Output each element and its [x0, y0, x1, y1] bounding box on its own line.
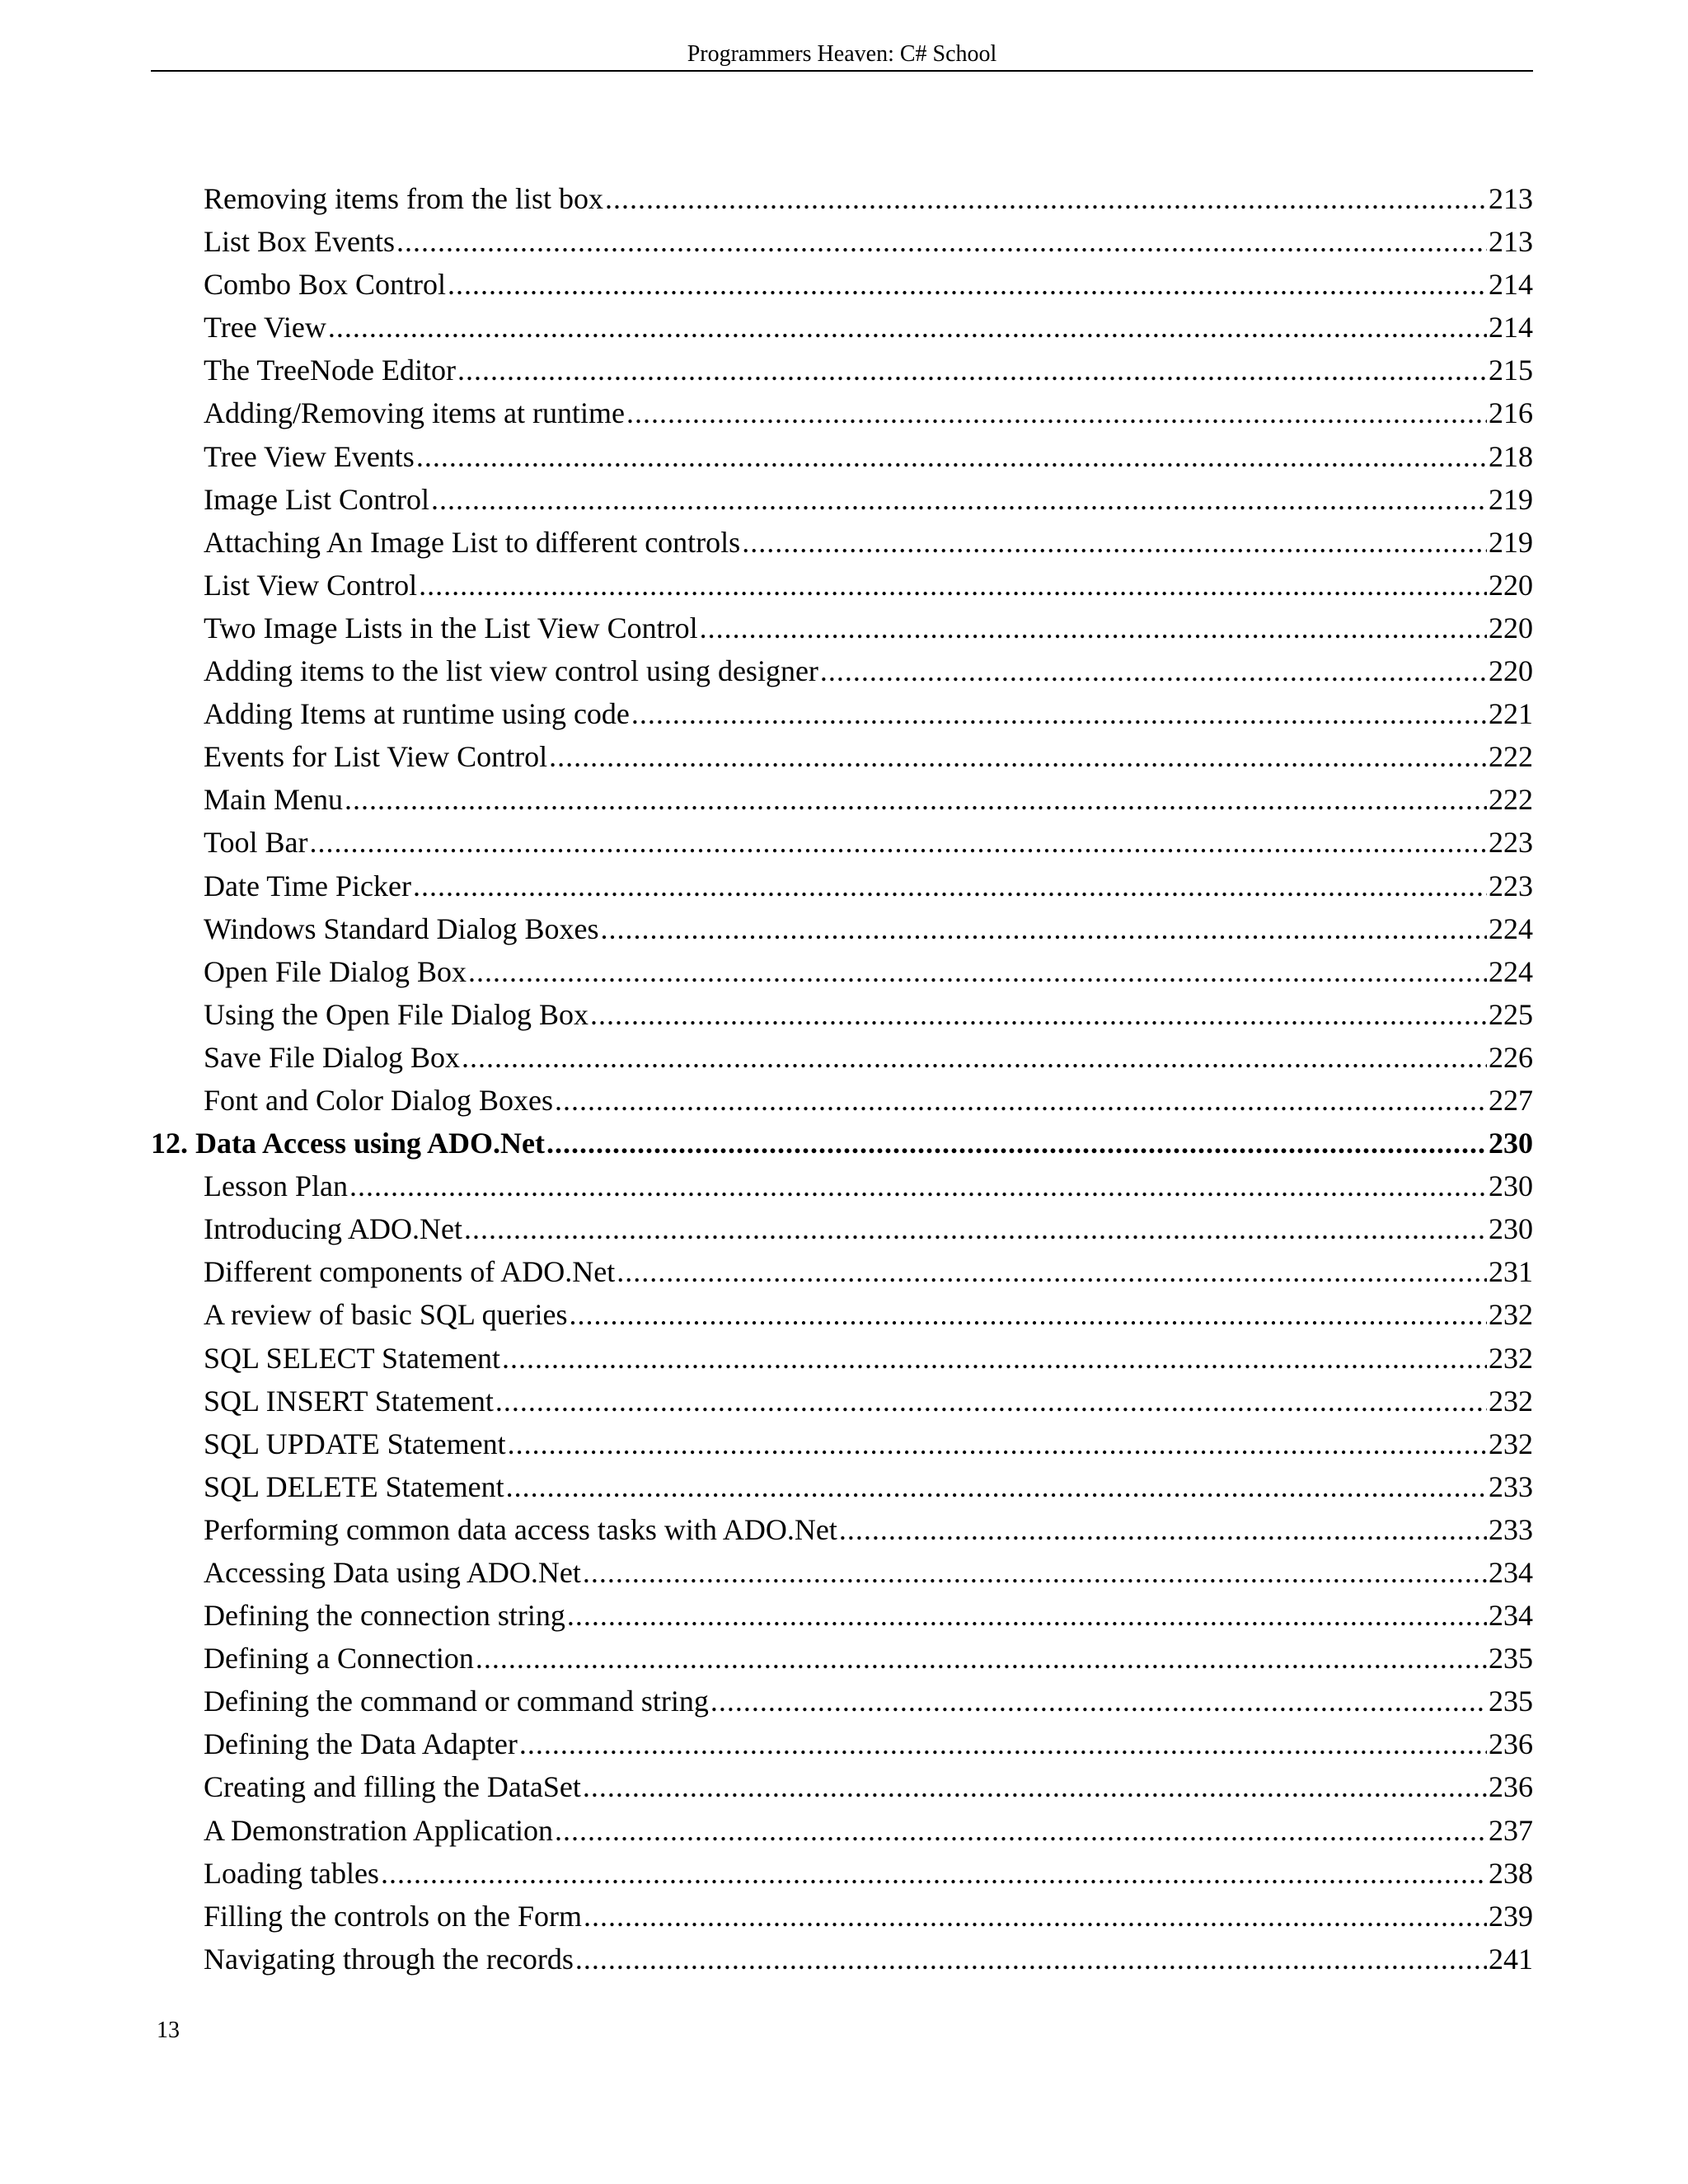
toc-dot-leader: [468, 950, 1487, 993]
toc-entry[interactable]: [151, 1852, 1533, 1895]
toc-entry-page: 221: [1489, 697, 1533, 731]
toc-dot-leader: [555, 1079, 1487, 1122]
toc-dot-leader: [396, 220, 1487, 263]
toc-entry-title: Events for List View Control: [204, 740, 548, 774]
toc-entry-page: 234: [1489, 1599, 1533, 1633]
toc-dot-leader: [605, 177, 1487, 220]
toc-entry-title: SQL DELETE Statement: [204, 1469, 504, 1503]
toc-entry-title: Defining a Connection: [204, 1642, 474, 1675]
toc-dot-leader: [345, 778, 1487, 821]
toc-dot-leader: [419, 564, 1487, 607]
toc-entry[interactable]: [151, 1722, 1533, 1765]
toc-entry-title: Filling the controls on the Form: [204, 1899, 582, 1933]
toc-entry-title: Adding Items at runtime using code: [204, 697, 630, 731]
toc-entry[interactable]: [151, 220, 1533, 263]
toc-entry-page: 223: [1489, 869, 1533, 902]
toc-entry-page: 236: [1489, 1727, 1533, 1761]
toc-entry-title: Defining the connection string: [204, 1599, 565, 1633]
toc-entry[interactable]: [151, 564, 1533, 607]
toc-entry-title: Adding items to the list view control using designer: [204, 654, 818, 688]
toc-dot-leader: [710, 1680, 1487, 1722]
toc-entry[interactable]: [151, 1938, 1533, 1980]
toc-entry[interactable]: [151, 1207, 1533, 1250]
toc-dot-leader: [601, 907, 1488, 950]
toc-dot-leader: [381, 1852, 1487, 1895]
toc-dot-leader: [549, 735, 1487, 778]
toc-entry[interactable]: [151, 1809, 1533, 1852]
toc-entry[interactable]: [151, 950, 1533, 993]
toc-entry-page: 233: [1489, 1469, 1533, 1503]
toc-entry-page: 235: [1489, 1685, 1533, 1718]
toc-dot-leader: [476, 1637, 1487, 1680]
toc-entry-title: A Demonstration Application: [204, 1813, 553, 1847]
toc-dot-leader: [617, 1250, 1487, 1293]
header-rule: [151, 70, 1533, 72]
toc-entry-title: Image List Control: [204, 482, 429, 516]
toc-entry-title: Tree View: [204, 311, 326, 344]
toc-dot-leader: [462, 1036, 1487, 1079]
running-header: Programmers Heaven: C# School: [687, 41, 997, 67]
toc-entry-title: Accessing Data using ADO.Net: [204, 1556, 581, 1589]
toc-entry-title: Tree View Events: [204, 439, 415, 473]
toc-dot-leader: [495, 1380, 1487, 1422]
table-of-contents: [151, 177, 1533, 1980]
toc-entry-page: 223: [1489, 826, 1533, 860]
toc-entry-title: List Box Events: [204, 225, 395, 259]
toc-entry-page: 218: [1489, 439, 1533, 473]
toc-entry-title: Windows Standard Dialog Boxes: [204, 912, 599, 945]
toc-entry-page: 235: [1489, 1642, 1533, 1675]
toc-entry-title: SQL SELECT Statement: [204, 1341, 500, 1375]
toc-entry-title: Removing items from the list box: [204, 182, 603, 215]
toc-entry[interactable]: [151, 1465, 1533, 1508]
toc-dot-leader: [839, 1508, 1487, 1551]
toc-entry-title: Performing common data access tasks with ADO.Net: [204, 1512, 837, 1546]
toc-dot-leader: [742, 521, 1487, 564]
toc-entry[interactable]: [151, 649, 1533, 692]
toc-entry-title: Using the Open File Dialog Box: [204, 997, 588, 1031]
toc-entry[interactable]: [151, 349, 1533, 391]
toc-entry[interactable]: [151, 1337, 1533, 1380]
toc-entry[interactable]: [151, 1637, 1533, 1680]
toc-dot-leader: [584, 1895, 1487, 1938]
toc-entry-title: Different components of ADO.Net: [204, 1255, 616, 1289]
toc-entry[interactable]: [151, 1079, 1533, 1122]
toc-entry-page: 238: [1489, 1856, 1533, 1890]
toc-entry[interactable]: [151, 692, 1533, 735]
toc-entry[interactable]: [151, 1293, 1533, 1336]
toc-entry-page: 214: [1489, 268, 1533, 302]
toc-dot-leader: [502, 1337, 1487, 1380]
page-number: 13: [157, 2018, 180, 2043]
toc-entry[interactable]: [151, 1765, 1533, 1808]
toc-entry-page: 230: [1489, 1212, 1533, 1246]
toc-entry-page: 213: [1489, 225, 1533, 259]
toc-entry[interactable]: [151, 521, 1533, 564]
toc-entry-page: 237: [1489, 1813, 1533, 1847]
toc-entry-title: Navigating through the records: [204, 1942, 574, 1975]
toc-entry-page: 241: [1489, 1942, 1533, 1975]
toc-entry-title: Combo Box Control: [204, 268, 447, 302]
toc-entry-title: Lesson Plan: [204, 1169, 348, 1203]
toc-entry-page: 220: [1489, 568, 1533, 602]
toc-dot-leader: [413, 865, 1487, 907]
toc-entry-page: 232: [1489, 1298, 1533, 1332]
toc-entry-page: 215: [1489, 354, 1533, 387]
toc-dot-leader: [349, 1165, 1487, 1207]
toc-dot-leader: [570, 1293, 1487, 1336]
toc-entry-page: 234: [1489, 1556, 1533, 1589]
toc-entry-page: 239: [1489, 1899, 1533, 1933]
toc-entry[interactable]: [151, 1680, 1533, 1722]
toc-entry-page: 224: [1489, 954, 1533, 988]
toc-dot-leader: [448, 263, 1487, 306]
toc-entry[interactable]: [151, 177, 1533, 220]
toc-entry-page: 232: [1489, 1341, 1533, 1375]
toc-entry-title: Open File Dialog Box: [204, 954, 467, 988]
toc-dot-leader: [590, 993, 1487, 1036]
toc-entry[interactable]: [151, 993, 1533, 1036]
toc-entry-page: 222: [1489, 740, 1533, 774]
toc-dot-leader: [631, 692, 1487, 735]
toc-dot-leader: [700, 607, 1487, 649]
toc-entry-title: Date Time Picker: [204, 869, 411, 902]
toc-entry[interactable]: [151, 735, 1533, 778]
toc-entry-page: 233: [1489, 1512, 1533, 1546]
toc-dot-leader: [575, 1938, 1487, 1980]
toc-entry[interactable]: [151, 907, 1533, 950]
toc-dot-leader: [328, 306, 1487, 349]
toc-entry-page: 230: [1489, 1127, 1533, 1160]
toc-entry-title: Defining the Data Adapter: [204, 1727, 518, 1761]
toc-entry[interactable]: [151, 1036, 1533, 1079]
toc-entry-title: Creating and filling the DataSet: [204, 1770, 581, 1804]
toc-entry-page: 219: [1489, 482, 1533, 516]
toc-entry[interactable]: [151, 1551, 1533, 1594]
toc-entry-page: 216: [1489, 396, 1533, 430]
toc-dot-leader: [583, 1765, 1487, 1808]
toc-dot-leader: [506, 1465, 1487, 1508]
toc-entry-title: SQL INSERT Statement: [204, 1384, 494, 1418]
toc-entry-title: Defining the command or command string: [204, 1685, 709, 1718]
toc-entry[interactable]: [151, 1895, 1533, 1938]
toc-entry[interactable]: [151, 306, 1533, 349]
toc-entry-page: 227: [1489, 1083, 1533, 1117]
toc-entry-title: Introducing ADO.Net: [204, 1212, 462, 1246]
toc-entry-page: 232: [1489, 1427, 1533, 1460]
toc-entry-page: 224: [1489, 912, 1533, 945]
toc-entry-title: Loading tables: [204, 1856, 379, 1890]
toc-entry-page: 220: [1489, 611, 1533, 644]
toc-entry-title: SQL UPDATE Statement: [204, 1427, 506, 1460]
toc-entry-title: Adding/Removing items at runtime: [204, 396, 625, 430]
toc-entry-page: 230: [1489, 1169, 1533, 1203]
toc-entry-title: Tool Bar: [204, 826, 308, 860]
toc-entry[interactable]: [151, 865, 1533, 907]
toc-dot-leader: [519, 1722, 1487, 1765]
toc-entry[interactable]: [151, 607, 1533, 649]
toc-dot-leader: [555, 1809, 1487, 1852]
toc-entry[interactable]: [151, 1594, 1533, 1637]
toc-entry[interactable]: [151, 778, 1533, 821]
toc-dot-leader: [567, 1594, 1487, 1637]
toc-entry[interactable]: [151, 821, 1533, 864]
toc-entry-page: 214: [1489, 311, 1533, 344]
toc-entry[interactable]: [151, 435, 1533, 478]
toc-dot-leader: [464, 1207, 1487, 1250]
toc-dot-leader: [309, 821, 1487, 864]
toc-entry-title: Two Image Lists in the List View Control: [204, 611, 698, 644]
toc-entry-title: Main Menu: [204, 783, 343, 817]
toc-entry-page: 226: [1489, 1040, 1533, 1074]
toc-entry-title: A review of basic SQL queries: [204, 1298, 568, 1332]
toc-dot-leader: [508, 1422, 1487, 1465]
toc-entry-page: 236: [1489, 1770, 1533, 1804]
toc-dot-leader: [416, 435, 1487, 478]
toc-entry-page: 220: [1489, 654, 1533, 688]
toc-entry-page: 213: [1489, 182, 1533, 215]
toc-entry[interactable]: [151, 1508, 1533, 1551]
toc-entry-page: 232: [1489, 1384, 1533, 1418]
toc-entry[interactable]: [151, 1380, 1533, 1422]
toc-dot-leader: [457, 349, 1487, 391]
toc-entry[interactable]: [151, 1165, 1533, 1207]
toc-entry-page: 231: [1489, 1255, 1533, 1289]
toc-entry[interactable]: [151, 263, 1533, 306]
toc-entry-title: Save File Dialog Box: [204, 1040, 460, 1074]
toc-chapter-entry[interactable]: [151, 1122, 1533, 1165]
toc-entry-title: List View Control: [204, 568, 418, 602]
toc-entry[interactable]: [151, 391, 1533, 434]
toc-dot-leader: [431, 478, 1487, 521]
toc-entry-page: 225: [1489, 997, 1533, 1031]
toc-entry-page: 219: [1489, 525, 1533, 559]
toc-entry-title: 12. Data Access using ADO.Net: [151, 1127, 545, 1160]
toc-entry[interactable]: [151, 1422, 1533, 1465]
toc-dot-leader: [820, 649, 1487, 692]
toc-dot-leader: [626, 391, 1487, 434]
toc-dot-leader: [583, 1551, 1487, 1594]
toc-dot-leader: [546, 1122, 1487, 1165]
toc-entry-title: Attaching An Image List to different controls: [204, 525, 741, 559]
toc-entry-page: 222: [1489, 783, 1533, 817]
toc-entry-title: The TreeNode Editor: [204, 354, 456, 387]
toc-entry[interactable]: [151, 478, 1533, 521]
toc-entry-title: Font and Color Dialog Boxes: [204, 1083, 553, 1117]
toc-entry[interactable]: [151, 1250, 1533, 1293]
